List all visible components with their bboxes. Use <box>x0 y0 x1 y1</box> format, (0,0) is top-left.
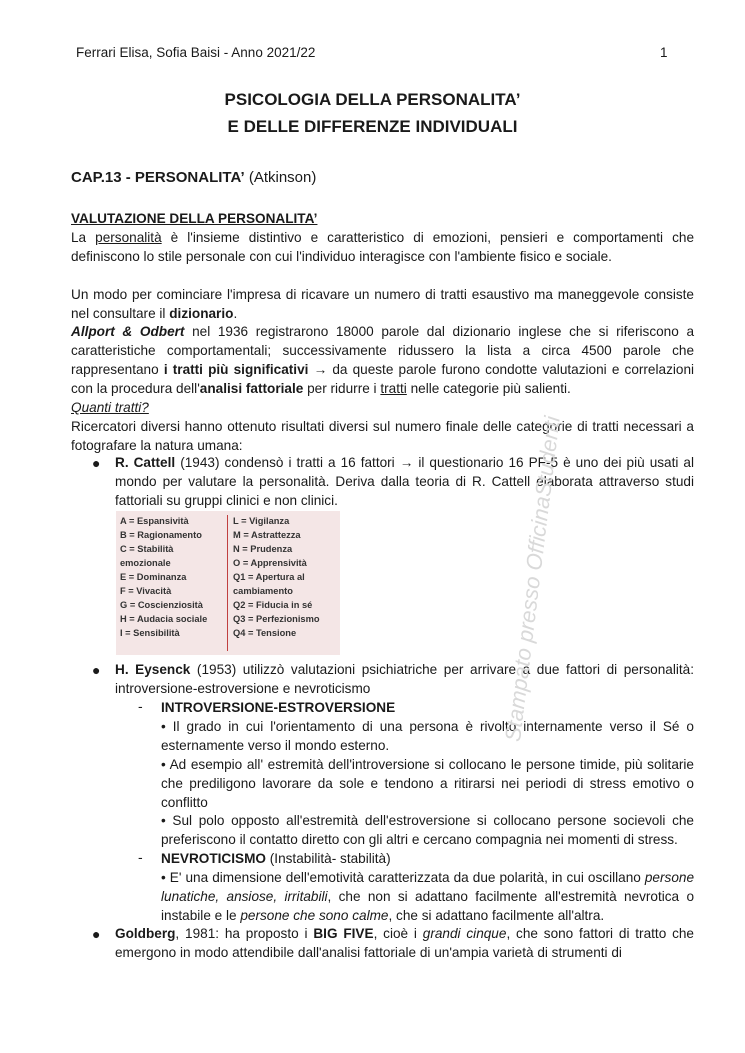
bullet-marker: ● <box>92 926 101 942</box>
factor-item: G = Coscienziosità <box>120 600 203 610</box>
title-line-2: E DELLE DIFFERENZE INDIVIDUALI <box>227 117 518 136</box>
paragraph-allport <box>71 322 694 398</box>
bullet-cattell <box>115 453 694 510</box>
para1-start: La <box>71 230 87 245</box>
bullet-marker: ● <box>92 662 101 678</box>
chapter-author: (Atkinson) <box>248 169 317 186</box>
nevroticismo-label: NEVROTICISMO <box>161 851 266 866</box>
para2-text: Un modo per cominciare l'impresa di ricavare un numero di tratti esaustivo ma maneggevole consiste nel consultare il <box>71 287 694 321</box>
introversione-point-3: • Sul polo opposto all'estremità dell'estroversione si collocano persone socievoli che preferiscono il contatto diretto con gli altri e cercano compagnia nei momenti di stress. <box>161 813 694 847</box>
table-divider <box>227 515 228 651</box>
header-authors: Ferrari Elisa, Sofia Baisi - Anno 2021/22 <box>76 45 316 60</box>
allport-odbert: Allport & Odbert <box>71 324 185 339</box>
goldberg-b1: BIG FIVE <box>313 926 374 941</box>
paragraph-ricercatori: Ricercatori diversi hanno ottenuto risultati diversi sul numero finale delle categorie di tratti necessari a fotografare la natura umana: <box>71 419 694 453</box>
dash-introversione-label: INTROVERSIONE-ESTROVERSIONE <box>161 700 396 715</box>
para3-t1: nel 1936 registrarono 18000 parole dal dizionario inglese che si riferiscono a caratteristiche comportamentali; successivamente ridussero la lista a circa 4500 parole che rappresentano <box>71 324 694 377</box>
cattell-name: R. Cattell <box>115 455 176 470</box>
factor-item: L = Vigilanza <box>233 516 290 526</box>
factor-item: A = Espansività <box>120 516 189 526</box>
nevroticismo-t2: , che non si adattano facilmente all'estremità nevrotica o instabile e le <box>161 889 694 923</box>
eysenck-text: (1953) utilizzò valutazioni psichiatriche per arrivare a due fattori di personalità: introversione-estroversione e nevroticismo <box>115 662 695 696</box>
factor-item: H = Audacia sociale <box>120 614 208 624</box>
para3-t4: nelle categorie più salienti. <box>410 381 571 396</box>
goldberg-i1: grandi cinque <box>422 926 507 941</box>
para1-rest: è l'insieme distintivo e caratteristico di emozioni, pensieri e comportamenti che definiscono lo stile personale con cui l'individuo interagisce con l'ambiente fisico e sociale. <box>71 230 694 264</box>
factor-item: Q1 = Apertura al <box>233 572 305 582</box>
factors-right-column <box>233 514 320 640</box>
para3-b1: i tratti più significativi <box>163 362 309 377</box>
chapter-label: CAP.13 - PERSONALITA’ <box>71 169 245 186</box>
nevroticismo-paren: (Instabilità- stabilità) <box>269 851 391 866</box>
factor-item: Q3 = Perfezionismo <box>233 614 320 624</box>
nevroticismo-t3: , che si adattano facilmente all'altra. <box>388 908 605 923</box>
para3-u1: tratti <box>380 381 407 396</box>
chapter-heading <box>71 169 316 186</box>
para3-t2: → da queste parole furono condotte valutazioni e correlazioni con la procedura dell' <box>71 362 695 396</box>
eysenck-name: H. Eysenck <box>115 662 191 677</box>
factor-item: M = Astrattezza <box>233 530 301 540</box>
paragraph-dictionary <box>71 285 694 323</box>
factor-item: emozionale <box>120 558 171 568</box>
para2-bold: dizionario <box>169 306 234 321</box>
dash-marker: - <box>138 698 143 714</box>
nevroticismo-i2: persone che sono calme <box>240 908 389 923</box>
page-number: 1 <box>660 45 668 60</box>
introversione-point-1: • Il grado in cui l'orientamento di una persona è rivolto internamente verso il Sé o esternamente verso il mondo esterno. <box>161 719 694 753</box>
factor-item: cambiamento <box>233 586 293 596</box>
dash-marker: - <box>138 849 143 865</box>
goldberg-name: Goldberg <box>115 926 176 941</box>
factor-item: O = Apprensività <box>233 558 307 568</box>
bullet-goldberg <box>115 924 694 962</box>
dash-nevroticismo <box>161 849 694 868</box>
para3-t3: per ridurre i <box>307 381 377 396</box>
nevroticismo-point <box>161 868 694 925</box>
factor-item: I = Sensibilità <box>120 628 180 638</box>
nevroticismo-i1: persone lunatiche, ansiose, irritabili <box>161 870 694 904</box>
goldberg-t1: , 1981: ha proposto i <box>175 926 308 941</box>
factor-item: Q2 = Fiducia in sé <box>233 600 313 610</box>
para2-end: . <box>233 306 238 321</box>
cattell-text: (1943) condensò i tratti a 16 fattori → il questionario 16 PF-5 è uno dei più usati al mondo per valutare la personalità. Deriva dalla teoria di R. Cattell elaborata attraverso studi fattoriali su gruppi clinici e non clinici. <box>115 455 695 508</box>
bullet-eysenck <box>115 660 694 698</box>
introversione-point-2: • Ad esempio all' estremità dell'introversione si collocano le persone timide, più solitarie che prediligono lavorare da sole e tendono a ritirarsi nei periodi di stress emotivo o conflitto <box>161 757 694 810</box>
factor-item: Q4 = Tensione <box>233 628 297 638</box>
paragraph-definition <box>71 228 694 266</box>
para3-b2: analisi fattoriale <box>199 381 304 396</box>
watermark: Stampato presso OfficinaStudenti <box>500 414 565 744</box>
nevroticismo-t1: • E' una dimensione dell'emotività caratterizzata da due polarità, in cui oscillano <box>161 870 641 885</box>
factor-item: F = Vivacità <box>120 586 172 596</box>
factor-item: E = Dominanza <box>120 572 187 582</box>
subheading-quanti-tratti: Quanti tratti? <box>71 400 149 415</box>
cattell-factors-image <box>116 511 340 655</box>
factor-item: N = Prudenza <box>233 544 293 554</box>
term-personalita: personalità <box>95 230 162 245</box>
bullet-marker: ● <box>92 455 101 471</box>
title-line-1: PSICOLOGIA DELLA PERSONALITA’ <box>224 90 521 109</box>
section-heading: VALUTAZIONE DELLA PERSONALITA’ <box>71 211 318 226</box>
factor-item: B = Ragionamento <box>120 530 202 540</box>
factors-left-column <box>120 514 207 640</box>
factor-item: C = Stabilità <box>120 544 174 554</box>
goldberg-t2: , cioè i <box>373 926 417 941</box>
goldberg-t3: , che sono fattori di tratto che emergono in modo attendibile dall'analisi fattoriale di un'ampia varietà di strumenti di <box>115 926 694 960</box>
